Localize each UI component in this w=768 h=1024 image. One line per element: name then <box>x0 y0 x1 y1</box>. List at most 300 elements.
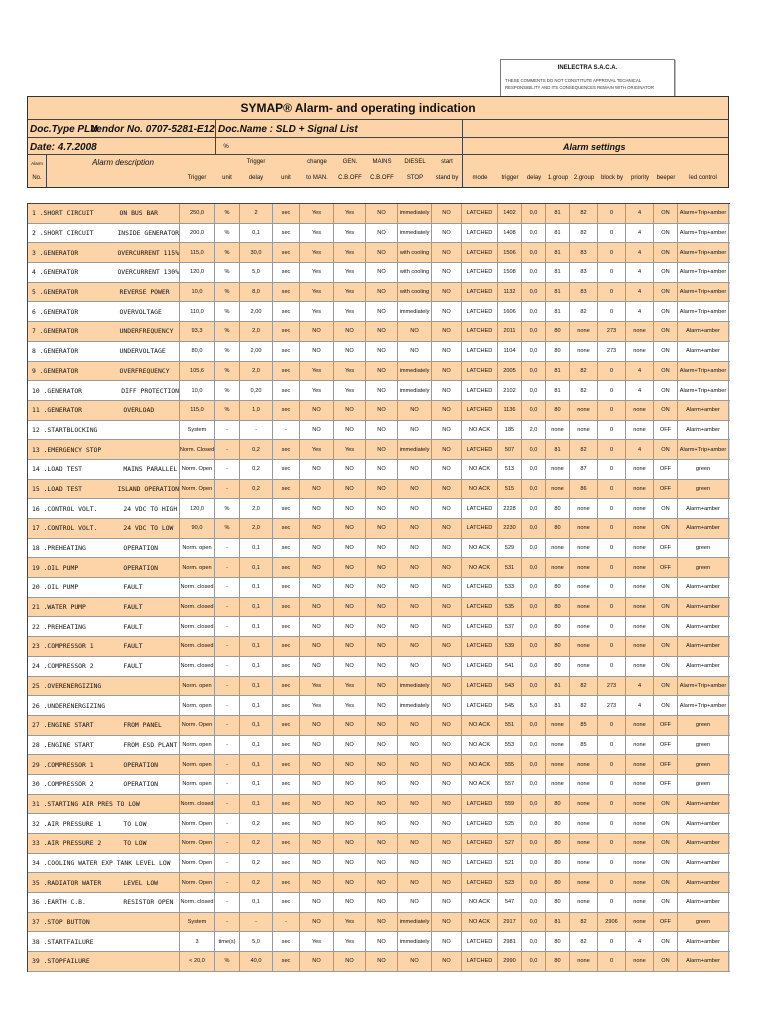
beeper-cell: ON <box>654 696 678 715</box>
group1-cell: none <box>546 775 570 794</box>
header-divider <box>46 154 47 187</box>
led-control-cell: Alarm+amber <box>678 598 729 617</box>
trigger-code-cell: 529 <box>498 539 522 558</box>
start-standby-cell: NO <box>432 322 462 341</box>
unit2-cell: sec <box>273 302 300 321</box>
led-control-cell: Alarm+Trip+amber <box>678 440 729 459</box>
led-control-cell: green <box>678 480 729 499</box>
table-row <box>28 795 730 815</box>
alarm-detail: OPERATION <box>123 544 159 553</box>
unit-cell: - <box>215 775 240 794</box>
unit2-cell: sec <box>273 381 300 400</box>
mains-cb-off-cell: NO <box>366 932 398 951</box>
unit2-cell: sec <box>273 322 300 341</box>
table-row <box>28 558 730 578</box>
beeper-cell: ON <box>654 401 678 420</box>
unit-cell: % <box>215 302 240 321</box>
unit2-cell: sec <box>273 539 300 558</box>
trigger-cell: Norm. Closed <box>180 440 215 459</box>
led-control-cell: Alarm+amber <box>678 854 729 873</box>
alarm-number: 2 . <box>32 229 44 238</box>
alarm-description <box>28 224 180 243</box>
col-trigger-delay: Trigger <box>246 159 266 165</box>
alarm-source: LOAD TEST <box>47 484 83 493</box>
led-control-cell: Alarm+amber <box>678 401 729 420</box>
beeper-cell: OFF <box>654 558 678 577</box>
unit2-cell: sec <box>273 558 300 577</box>
block-by-cell: 0 <box>598 893 626 912</box>
alarm-source: UNDERENERGIZING <box>47 701 106 710</box>
alarm-detail: TO LOW <box>123 839 147 848</box>
mains-cb-off-cell: NO <box>366 499 398 518</box>
mains-cb-off-cell: NO <box>366 558 398 577</box>
unit-cell: % <box>215 283 240 302</box>
alarm-description <box>28 696 180 715</box>
beeper-cell: OFF <box>654 913 678 932</box>
alarm-source: GENERATOR <box>43 288 79 297</box>
trigger-code-cell: 515 <box>498 480 522 499</box>
unit-cell: - <box>215 854 240 873</box>
table-row <box>28 854 730 874</box>
start-standby-cell: NO <box>432 519 462 538</box>
alarm-source: OIL PUMP <box>47 583 79 592</box>
unit-cell: - <box>215 834 240 853</box>
alarm-source: SHORT CIRCUIT <box>43 229 94 238</box>
alarm-number: 7 . <box>32 327 44 336</box>
diesel-stop-cell: NO <box>398 421 432 440</box>
delay-cell: 0,0 <box>522 932 546 951</box>
led-control-cell: Alarm+Trip+amber <box>678 362 729 381</box>
alarm-description <box>28 932 180 951</box>
beeper-cell: ON <box>654 381 678 400</box>
mains-cb-off-cell: NO <box>366 854 398 873</box>
col-beeper: beeper <box>656 175 676 181</box>
diesel-stop-cell: NO <box>398 795 432 814</box>
led-control-cell: Alarm+amber <box>678 637 729 656</box>
group1-cell: none <box>546 558 570 577</box>
col-unit2: unit <box>281 175 291 181</box>
alarm-description <box>28 893 180 912</box>
led-control-cell: Alarm+Trip+amber <box>678 381 729 400</box>
col-gen-cb: C.B.OFF <box>338 175 362 181</box>
mode-cell: LATCHED <box>462 834 498 853</box>
change-to-man-cell: Yes <box>300 677 334 696</box>
alarm-number: 20 . <box>32 583 48 592</box>
start-standby-cell: NO <box>432 696 462 715</box>
group1-cell: 80 <box>546 795 570 814</box>
mains-cb-off-cell: NO <box>366 283 398 302</box>
percent-marker: % <box>223 144 229 150</box>
group2-cell: none <box>570 873 598 892</box>
priority-cell: none <box>626 322 654 341</box>
group2-cell: none <box>570 598 598 617</box>
gen-cb-off-cell: NO <box>334 775 366 794</box>
mains-cb-off-cell: NO <box>366 421 398 440</box>
start-standby-cell: NO <box>432 440 462 459</box>
alarm-detail: OVERLOAD <box>123 406 155 415</box>
block-by-cell: 0 <box>598 657 626 676</box>
start-standby-cell: NO <box>432 480 462 499</box>
alarm-source: STARTING AIR PRES TO LOW <box>47 799 140 808</box>
alarm-detail: ISLAND OPERATION <box>117 484 179 493</box>
gen-cb-off-cell: Yes <box>334 696 366 715</box>
alarm-number: 5 . <box>32 288 44 297</box>
block-by-cell: 273 <box>598 696 626 715</box>
alarm-source: COMPRESSOR 2 <box>47 780 94 789</box>
alarm-detail: RESISTOR OPEN <box>123 898 174 907</box>
alarm-description <box>28 480 180 499</box>
table-row <box>28 499 730 519</box>
unit2-cell: - <box>273 913 300 932</box>
group1-cell: 81 <box>546 362 570 381</box>
change-to-man-cell: NO <box>300 617 334 636</box>
priority-cell: none <box>626 499 654 518</box>
block-by-cell: 0 <box>598 736 626 755</box>
alarm-source: EARTH C.B. <box>47 898 86 907</box>
beeper-cell: OFF <box>654 539 678 558</box>
block-by-cell: 0 <box>598 362 626 381</box>
delay-cell: 0,0 <box>522 460 546 479</box>
trigger-delay-cell: 2,00 <box>240 342 273 361</box>
gen-cb-off-cell: NO <box>334 480 366 499</box>
led-control-cell: green <box>678 775 729 794</box>
alarm-description <box>28 598 180 617</box>
mode-cell: LATCHED <box>462 578 498 597</box>
priority-cell: 4 <box>626 440 654 459</box>
priority-cell: 4 <box>626 302 654 321</box>
alarm-description <box>28 795 180 814</box>
alarm-description <box>28 302 180 321</box>
mains-cb-off-cell: NO <box>366 755 398 774</box>
group1-cell: 81 <box>546 283 570 302</box>
unit-cell: - <box>215 480 240 499</box>
diesel-stop-cell: immediately <box>398 913 432 932</box>
delay-cell: 0,0 <box>522 243 546 262</box>
group1-cell: 80 <box>546 342 570 361</box>
gen-cb-off-cell: NO <box>334 322 366 341</box>
trigger-delay-cell: 5,0 <box>240 263 273 282</box>
trigger-cell: Norm. Open <box>180 854 215 873</box>
start-standby-cell: NO <box>432 460 462 479</box>
group2-cell: none <box>570 519 598 538</box>
trigger-delay-cell: 2,0 <box>240 499 273 518</box>
table-row <box>28 696 730 716</box>
led-control-cell: Alarm+amber <box>678 322 729 341</box>
priority-cell: none <box>626 421 654 440</box>
alarm-source: LOAD TEST <box>47 465 83 474</box>
block-by-cell: 0 <box>598 637 626 656</box>
start-standby-cell: NO <box>432 716 462 735</box>
trigger-delay-cell: 0,1 <box>240 677 273 696</box>
table-row <box>28 224 730 244</box>
group2-cell: 85 <box>570 736 598 755</box>
change-to-man-cell: Yes <box>300 224 334 243</box>
mains-cb-off-cell: NO <box>366 952 398 971</box>
delay-cell: 0,0 <box>522 263 546 282</box>
group1-cell: 81 <box>546 204 570 223</box>
change-to-man-cell: Yes <box>300 932 334 951</box>
block-by-cell: 0 <box>598 460 626 479</box>
alarm-detail: OVERVOLTAGE <box>119 307 162 316</box>
col-start-standby: stand by <box>435 175 459 181</box>
trigger-code-cell: 2228 <box>498 499 522 518</box>
group2-cell: none <box>570 795 598 814</box>
delay-cell: 0,0 <box>522 342 546 361</box>
priority-cell: none <box>626 342 654 361</box>
trigger-code-cell: 1508 <box>498 263 522 282</box>
mains-cb-off-cell: NO <box>366 480 398 499</box>
trigger-code-cell: 2981 <box>498 932 522 951</box>
group1-cell: 80 <box>546 834 570 853</box>
gen-cb-off-cell: Yes <box>334 677 366 696</box>
table-row <box>28 460 730 480</box>
group1-cell: none <box>546 460 570 479</box>
diesel-stop-cell: immediately <box>398 677 432 696</box>
alarm-number: 1 . <box>32 209 44 218</box>
alarm-number: 29 . <box>32 760 48 769</box>
change-to-man-cell: NO <box>300 578 334 597</box>
block-by-cell: 0 <box>598 814 626 833</box>
mode-cell: LATCHED <box>462 362 498 381</box>
block-by-cell: 273 <box>598 677 626 696</box>
alarm-number: 24 . <box>32 662 48 671</box>
delay-cell: 0,0 <box>522 322 546 341</box>
led-control-cell: Alarm+amber <box>678 578 729 597</box>
gen-cb-off-cell: Yes <box>334 224 366 243</box>
trigger-delay-cell: 0,1 <box>240 716 273 735</box>
diesel-stop-cell: NO <box>398 598 432 617</box>
delay-cell: 0,0 <box>522 657 546 676</box>
alarm-number: 31 . <box>32 799 48 808</box>
trigger-delay-cell: 0,2 <box>240 814 273 833</box>
trigger-delay-cell: 0,1 <box>240 558 273 577</box>
change-to-man-cell: NO <box>300 873 334 892</box>
diesel-stop-cell: immediately <box>398 696 432 715</box>
table-row <box>28 637 730 657</box>
gen-cb-off-cell: NO <box>334 736 366 755</box>
trigger-delay-cell: 0,1 <box>240 696 273 715</box>
gen-cb-off-cell: NO <box>334 519 366 538</box>
col-mains-cb: C.B.OFF <box>370 175 394 181</box>
col-diesel-stop: DIESEL <box>404 159 426 165</box>
alarm-source: EMERGENCY STOP <box>47 445 102 454</box>
led-control-cell: Alarm+amber <box>678 342 729 361</box>
mains-cb-off-cell: NO <box>366 617 398 636</box>
group2-cell: 83 <box>570 283 598 302</box>
table-row <box>28 952 730 972</box>
table-row <box>28 617 730 637</box>
change-to-man-cell: NO <box>300 893 334 912</box>
start-standby-cell: NO <box>432 263 462 282</box>
alarm-source: OVERENERGIZING <box>47 681 102 690</box>
delay-cell: 0,0 <box>522 736 546 755</box>
alarm-source: PREHEATING <box>47 622 86 631</box>
group1-cell: none <box>546 755 570 774</box>
table-row <box>28 421 730 441</box>
group1-cell: none <box>546 716 570 735</box>
led-control-cell: Alarm+Trip+amber <box>678 263 729 282</box>
block-by-cell: 0 <box>598 873 626 892</box>
diesel-stop-cell: NO <box>398 952 432 971</box>
priority-cell: none <box>626 401 654 420</box>
alarm-description <box>28 558 180 577</box>
delay-cell: 0,0 <box>522 775 546 794</box>
priority-cell: none <box>626 893 654 912</box>
group1-cell: 80 <box>546 637 570 656</box>
mode-cell: NO ACK <box>462 421 498 440</box>
beeper-cell: ON <box>654 342 678 361</box>
group1-cell: 81 <box>546 440 570 459</box>
col-gen-cb: GEN. <box>342 159 358 165</box>
block-by-cell: 0 <box>598 401 626 420</box>
group1-cell: 80 <box>546 893 570 912</box>
unit-cell: % <box>215 263 240 282</box>
unit2-cell: sec <box>273 893 300 912</box>
unit-cell: % <box>215 499 240 518</box>
col-trigger: Trigger <box>187 175 207 181</box>
diesel-stop-cell: immediately <box>398 204 432 223</box>
mode-cell: LATCHED <box>462 873 498 892</box>
alarm-source: GENERATOR <box>43 366 79 375</box>
alarm-number: 36 . <box>32 898 48 907</box>
start-standby-cell: NO <box>432 421 462 440</box>
trigger-delay-cell: 1,0 <box>240 401 273 420</box>
start-standby-cell: NO <box>432 854 462 873</box>
beeper-cell: OFF <box>654 755 678 774</box>
change-to-man-cell: NO <box>300 814 334 833</box>
unit2-cell: sec <box>273 460 300 479</box>
start-standby-cell: NO <box>432 243 462 262</box>
mode-cell: LATCHED <box>462 440 498 459</box>
beeper-cell: OFF <box>654 480 678 499</box>
change-to-man-cell: NO <box>300 598 334 617</box>
unit2-cell: sec <box>273 499 300 518</box>
block-by-cell: 0 <box>598 932 626 951</box>
alarm-number: 39 . <box>32 957 48 966</box>
table-row <box>28 873 730 893</box>
alarm-source: STOPFAILURE <box>47 957 90 966</box>
beeper-cell: ON <box>654 243 678 262</box>
block-by-cell: 0 <box>598 283 626 302</box>
beeper-cell: ON <box>654 617 678 636</box>
group1-cell: 81 <box>546 302 570 321</box>
mains-cb-off-cell: NO <box>366 716 398 735</box>
trigger-cell: Norm. open <box>180 539 215 558</box>
col-change: change <box>307 159 327 165</box>
delay-cell: 0,0 <box>522 558 546 577</box>
unit-cell: % <box>215 401 240 420</box>
priority-cell: 4 <box>626 263 654 282</box>
diesel-stop-cell: with cooling <box>398 263 432 282</box>
doc-date: Date: 4.7.2008 <box>30 142 97 153</box>
trigger-cell: Norm. closed <box>180 795 215 814</box>
unit-cell: - <box>215 814 240 833</box>
group1-cell: 80 <box>546 578 570 597</box>
col-trigger2: trigger <box>501 175 519 181</box>
trigger-cell: 10,0 <box>180 381 215 400</box>
unit-cell: - <box>215 696 240 715</box>
mains-cb-off-cell: NO <box>366 677 398 696</box>
col-2group: 2.group <box>573 175 595 181</box>
mode-cell: LATCHED <box>462 499 498 518</box>
change-to-man-cell: NO <box>300 539 334 558</box>
alarm-detail: MAINS PARALLEL <box>123 465 178 474</box>
beeper-cell: ON <box>654 499 678 518</box>
trigger-code-cell: 557 <box>498 775 522 794</box>
mains-cb-off-cell: NO <box>366 913 398 932</box>
trigger-code-cell: 547 <box>498 893 522 912</box>
trigger-cell: Norm. open <box>180 736 215 755</box>
alarm-source: AIR PRESSURE 2 <box>47 839 102 848</box>
delay-cell: 0,0 <box>522 440 546 459</box>
diesel-stop-cell: NO <box>398 578 432 597</box>
diesel-stop-cell: NO <box>398 893 432 912</box>
priority-cell: none <box>626 637 654 656</box>
change-to-man-cell: NO <box>300 795 334 814</box>
alarm-source: AIR PRESSURE 1 <box>47 819 102 828</box>
mains-cb-off-cell: NO <box>366 696 398 715</box>
led-control-cell: Alarm+amber <box>678 519 729 538</box>
mode-cell: LATCHED <box>462 814 498 833</box>
mode-cell: LATCHED <box>462 637 498 656</box>
table-row <box>28 480 730 500</box>
priority-cell: 4 <box>626 204 654 223</box>
gen-cb-off-cell: NO <box>334 873 366 892</box>
unit-cell: - <box>215 755 240 774</box>
trigger-delay-cell: 0,2 <box>240 460 273 479</box>
trigger-cell: Norm. Open <box>180 716 215 735</box>
trigger-delay-cell: - <box>240 421 273 440</box>
diesel-stop-cell: NO <box>398 539 432 558</box>
group1-cell: 81 <box>546 696 570 715</box>
alarm-source: GENERATOR <box>43 347 79 356</box>
unit-cell: - <box>215 558 240 577</box>
trigger-code-cell: 559 <box>498 795 522 814</box>
gen-cb-off-cell: NO <box>334 893 366 912</box>
alarm-source: OIL PUMP <box>47 563 79 572</box>
trigger-code-cell: 545 <box>498 696 522 715</box>
led-control-cell: green <box>678 460 729 479</box>
table-row <box>28 539 730 559</box>
trigger-code-cell: 531 <box>498 558 522 577</box>
trigger-delay-cell: 0,1 <box>240 795 273 814</box>
alarm-detail: 24 VDC TO LOW <box>123 524 174 533</box>
group2-cell: none <box>570 893 598 912</box>
alarm-detail: OPERATION <box>123 760 159 769</box>
beeper-cell: ON <box>654 263 678 282</box>
change-to-man-cell: NO <box>300 519 334 538</box>
unit2-cell: sec <box>273 598 300 617</box>
table-row <box>28 302 730 322</box>
priority-cell: none <box>626 617 654 636</box>
trigger-delay-cell: 5,0 <box>240 932 273 951</box>
start-standby-cell: NO <box>432 893 462 912</box>
mode-cell: NO ACK <box>462 716 498 735</box>
alarm-source: WATER PUMP <box>47 603 86 612</box>
alarm-description <box>28 283 180 302</box>
diesel-stop-cell: NO <box>398 499 432 518</box>
block-by-cell: 0 <box>598 716 626 735</box>
trigger-cell: 110,0 <box>180 302 215 321</box>
diesel-stop-cell: immediately <box>398 302 432 321</box>
trigger-code-cell: 521 <box>498 854 522 873</box>
alarm-detail: FROM PANEL <box>123 721 162 730</box>
start-standby-cell: NO <box>432 283 462 302</box>
group1-cell: 80 <box>546 814 570 833</box>
trigger-cell: 90,0 <box>180 519 215 538</box>
unit2-cell: sec <box>273 795 300 814</box>
unit2-cell: sec <box>273 224 300 243</box>
